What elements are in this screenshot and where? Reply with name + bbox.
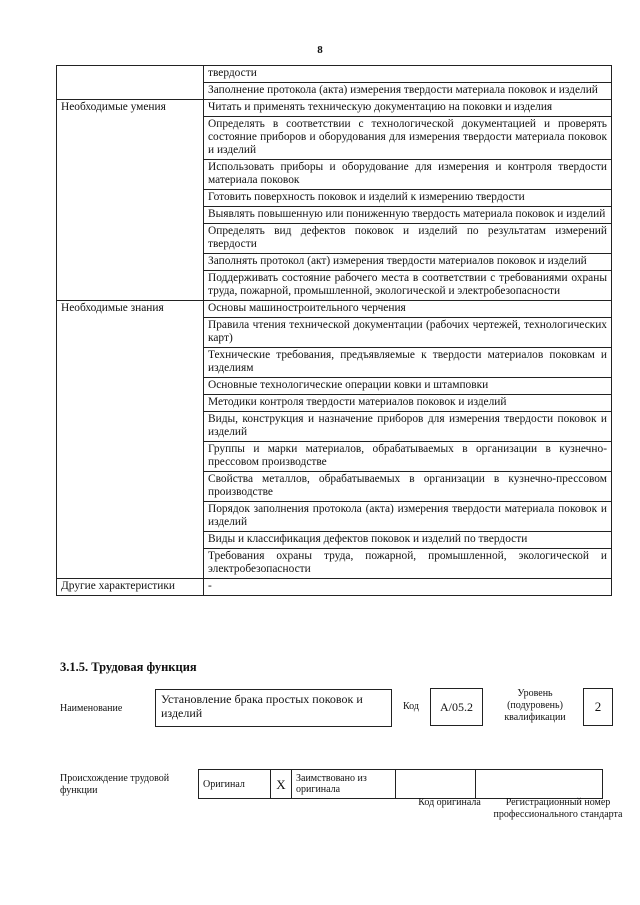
borrowed-cell: Заимствовано из оригинала xyxy=(292,770,396,799)
requirement-cell: Правила чтения технической документации (рабочих чертежей, технологических карт) xyxy=(204,318,612,348)
requirement-cell: Читать и применять техническую документацию на поковки и изделия xyxy=(204,100,612,117)
qualification-level-field: 2 xyxy=(583,688,613,726)
requirement-cell: Выявлять повышенную или пониженную твердость материала поковок и изделий xyxy=(204,207,612,224)
table-row xyxy=(57,301,612,318)
requirement-cell: Основные технологические операции ковки и штамповки xyxy=(204,378,612,395)
original-mark: X xyxy=(271,770,292,799)
origin-table xyxy=(198,769,603,799)
category-cell: Необходимые умения xyxy=(57,100,204,301)
registration-number-cell xyxy=(476,770,603,799)
requirement-cell: Свойства металлов, обрабатываемых в организации в кузнечно-прессовом производстве xyxy=(204,472,612,502)
table-row xyxy=(57,579,612,596)
level-label: Уровень (подуровень) квалификации xyxy=(504,688,566,723)
function-code-field: А/05.2 xyxy=(430,688,483,726)
requirement-cell: Определять в соответствии с технологической документацией и проверять состояние приборов и оборудования для измерения твердости материала поковок и изделий xyxy=(204,117,612,160)
code-label: Код xyxy=(403,701,419,712)
original-cell: Оригинал xyxy=(199,770,271,799)
requirement-cell: Заполнение протокола (акта) измерения твердости материала поковок и изделий xyxy=(204,83,612,100)
category-cell xyxy=(57,66,204,100)
requirement-cell: Основы машиностроительного черчения xyxy=(204,301,612,318)
table-row xyxy=(57,66,612,83)
requirement-cell: Готовить поверхность поковок и изделий к измерению твердости xyxy=(204,190,612,207)
category-cell: Необходимые знания xyxy=(57,301,204,579)
original-code-label: Код оригинала xyxy=(418,797,481,808)
requirement-cell: твердости xyxy=(204,66,612,83)
requirement-cell: Поддерживать состояние рабочего места в соответствии с требованиями охраны труда, пожарной, промышленной, экологической и электробезопасности xyxy=(204,271,612,301)
requirement-cell: Порядок заполнения протокола (акта) измерения твердости материала поковок и изделий xyxy=(204,502,612,532)
original-code-cell xyxy=(396,770,476,799)
requirement-cell: Группы и марки материалов, обрабатываемых в организации в кузнечно-прессовом производстве xyxy=(204,442,612,472)
requirement-cell: Заполнять протокол (акт) измерения твердости материалов поковок и изделий xyxy=(204,254,612,271)
page-number: 8 xyxy=(317,44,323,56)
requirement-cell: Использовать приборы и оборудование для измерения и контроля твердости материала поковок xyxy=(204,160,612,190)
section-heading: 3.1.5. Трудовая функция xyxy=(60,660,197,674)
requirement-cell: Методики контроля твердости материалов поковок и изделий xyxy=(204,395,612,412)
table-row xyxy=(57,100,612,117)
origin-label: Происхождение трудовой функции xyxy=(60,773,170,796)
function-name-field: Установление брака простых поковок и изделий xyxy=(155,689,392,727)
requirements-table xyxy=(56,65,612,596)
requirement-cell: Требования охраны труда, пожарной, промышленной, экологической и электробезопасности xyxy=(204,549,612,579)
requirement-cell: Виды и классификация дефектов поковок и изделий по твердости xyxy=(204,532,612,549)
category-cell: Другие характеристики xyxy=(57,579,204,596)
requirement-cell: Виды, конструкция и назначение приборов для измерения твердости поковок и изделий xyxy=(204,412,612,442)
requirement-cell: - xyxy=(204,579,612,596)
name-label: Наименование xyxy=(60,703,123,714)
requirement-cell: Определять вид дефектов поковок и изделий по результатам измерений твердости xyxy=(204,224,612,254)
registration-number-label: Регистрационный номер профессионального стандарта xyxy=(493,797,623,820)
requirement-cell: Технические требования, предъявляемые к твердости материалов поковкам и изделиям xyxy=(204,348,612,378)
